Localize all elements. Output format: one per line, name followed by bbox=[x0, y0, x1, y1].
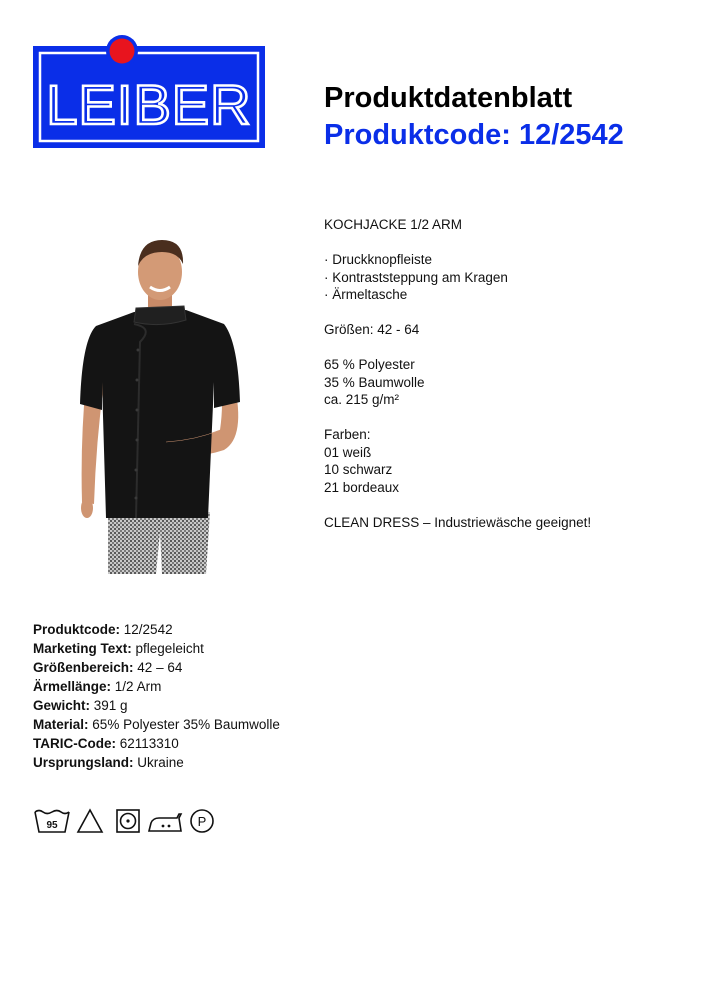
color-item: 21 bordeaux bbox=[324, 479, 400, 495]
tumble-dry-icon bbox=[113, 806, 143, 836]
laundry-note: CLEAN DRESS – Industriewäsche geeignet! bbox=[324, 514, 592, 530]
spec-row bbox=[33, 639, 280, 658]
spec-value: Ukraine bbox=[137, 755, 184, 770]
spec-value: pflegeleicht bbox=[135, 641, 204, 656]
spec-value: 12/2542 bbox=[123, 622, 173, 637]
feature-item: · Ärmeltasche bbox=[324, 287, 408, 302]
spec-row bbox=[33, 620, 280, 639]
spec-row bbox=[33, 696, 280, 715]
feature-item: · Kontraststeppung am Kragen bbox=[324, 269, 508, 285]
spec-row bbox=[33, 715, 280, 734]
spec-label: TARIC-Code: bbox=[33, 736, 116, 751]
spec-label: Material: bbox=[33, 717, 89, 732]
dryclean-letter: P bbox=[197, 814, 207, 829]
spec-label: Ärmellänge: bbox=[33, 679, 112, 694]
sizes-text: Größen: 42 - 64 bbox=[324, 322, 420, 337]
spec-value: 391 g bbox=[93, 698, 128, 713]
spec-value: 42 – 64 bbox=[137, 660, 183, 675]
color-item: 01 weiß bbox=[324, 444, 372, 460]
spec-value: 62113310 bbox=[119, 736, 179, 751]
spec-list bbox=[33, 620, 280, 772]
product-name: KOCHJACKE 1/2 ARM bbox=[324, 217, 463, 232]
iron-two-dots-icon bbox=[147, 806, 183, 836]
material-line: 65 % Polyester bbox=[324, 357, 415, 372]
spec-label: Ursprungsland: bbox=[33, 755, 134, 770]
feature-item: · Druckknopfleiste bbox=[324, 252, 433, 267]
color-item: 10 schwarz bbox=[324, 462, 393, 477]
bleach-triangle-icon bbox=[75, 806, 105, 836]
spec-label: Produktcode: bbox=[33, 622, 121, 637]
product-photo bbox=[74, 232, 252, 574]
spec-value: 65% Polyester 35% Baumwolle bbox=[92, 717, 280, 732]
logo-text: LEIBER bbox=[46, 73, 252, 136]
spec-row bbox=[33, 734, 280, 753]
spec-value: 1/2 Arm bbox=[114, 679, 162, 694]
spec-label: Gewicht: bbox=[33, 698, 91, 713]
page-title: Produktdatenblatt bbox=[324, 82, 573, 114]
product-code-title: Produktcode: 12/2542 bbox=[324, 119, 624, 151]
leiber-logo bbox=[33, 34, 265, 150]
wash-temp-text: 95 bbox=[46, 820, 58, 831]
spec-label: Marketing Text: bbox=[33, 641, 132, 656]
spec-label: Größenbereich: bbox=[33, 660, 134, 675]
spec-row bbox=[33, 658, 280, 677]
material-line: ca. 215 g/m² bbox=[324, 392, 400, 407]
wash-95-icon bbox=[33, 806, 71, 836]
spec-row bbox=[33, 753, 280, 772]
material-line: 35 % Baumwolle bbox=[324, 374, 425, 390]
spec-row bbox=[33, 677, 280, 696]
dry-clean-p-icon bbox=[187, 806, 217, 836]
product-description bbox=[324, 216, 694, 531]
colors-label: Farben: bbox=[324, 427, 371, 442]
